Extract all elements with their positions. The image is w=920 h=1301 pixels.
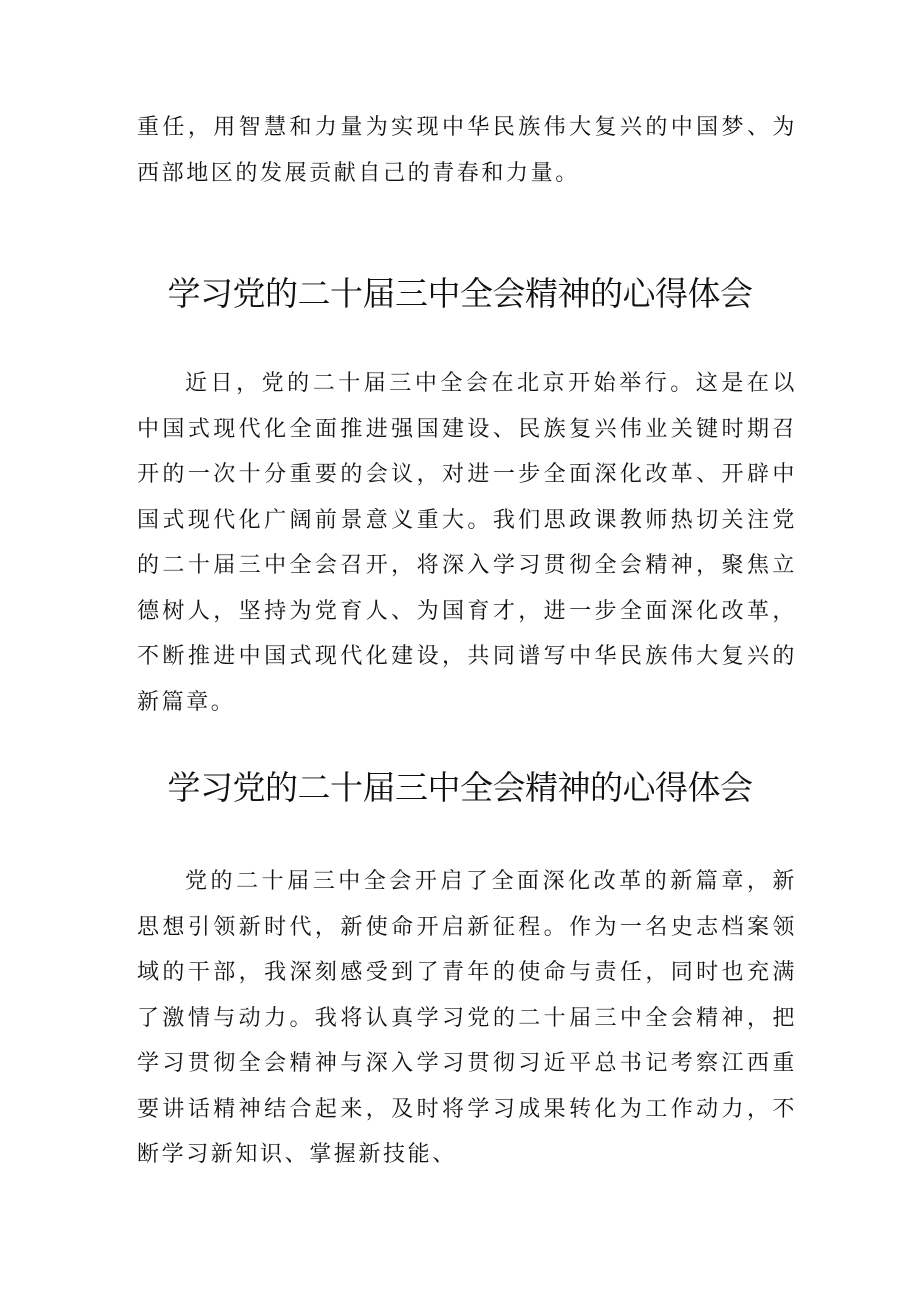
section-2-paragraph: 党的二十届三中全会开启了全面深化改革的新篇章，新思想引领新时代，新使命开启新征程。作为一名史志档案领域的干部，我深刻感受到了青年的使命与责任，同时也充满了激情与动力。我将认真学习党的二十届三中全会精神，把学习贯彻全会精神与深入学习贯彻习近平总书记考察江西重要讲话精神结合起来，及时将学习成果转化为工作动力，不断学习新知识、掌握新技能、 (137, 869, 797, 1167)
section-1-paragraph: 近日，党的二十届三中全会在北京开始举行。这是在以中国式现代化全面推进强国建设、民族复兴伟业关键时期召开的一次十分重要的会议，对进一步全面深化改革、开辟中国式现代化广阔前景意义重大。我们思政课教师热切关注党的二十届三中全会召开，将深入学习贯彻全会精神，聚焦立德树人，坚持为党育人、为国育才，进一步全面深化改革，不断推进中国式现代化建设，共同谱写中华民族伟大复兴的新篇章。 (137, 371, 797, 715)
continuation-paragraph: 重任，用智慧和力量为实现中华民族伟大复兴的中国梦、为西部地区的发展贡献自己的青春和力量。 (137, 115, 797, 186)
section-2-heading: 学习党的二十届三中全会精神的心得体会 (167, 768, 753, 807)
section-1-heading: 学习党的二十届三中全会精神的心得体会 (167, 274, 753, 313)
